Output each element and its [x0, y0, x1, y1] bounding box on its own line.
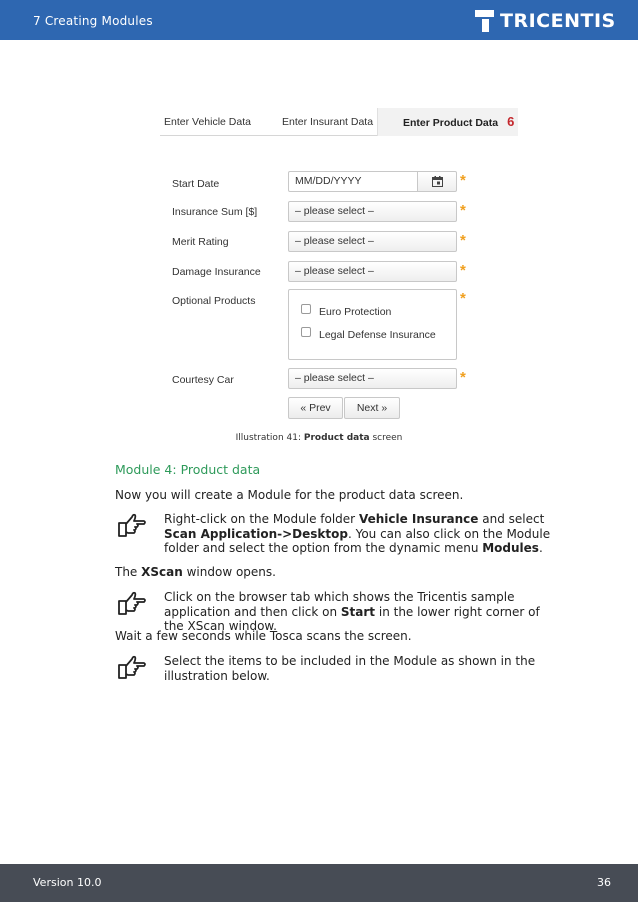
step-text — [164, 512, 554, 556]
caption-bold: Product data — [303, 433, 370, 443]
start-date-label: Start Date — [172, 178, 220, 190]
tab-label: Enter Product Data — [403, 117, 499, 129]
step-text-part: . You can also click on the Module folder and select the option from the dynamic menu — [164, 526, 551, 555]
step-text-part: . — [538, 541, 543, 555]
step-text-part: and select — [478, 512, 545, 526]
section-heading: Module 4: Product data — [115, 462, 261, 477]
optional-products-box — [288, 289, 457, 360]
next-button[interactable]: Next » — [344, 397, 400, 419]
prev-button[interactable]: « Prev — [288, 397, 343, 419]
tab-enter-insurant-data[interactable]: Enter Insurant Data — [282, 116, 374, 128]
step-text-part: Click on the browser tab which shows the Tricentis sample application and then click on — [164, 590, 515, 619]
start-date-placeholder: MM/DD/YYYY — [295, 175, 362, 187]
legal-defense-option[interactable] — [301, 329, 436, 341]
wait-text: Wait a few seconds while Tosca scans the screen. — [115, 629, 412, 643]
tricentis-logo — [475, 9, 616, 33]
tab-enter-vehicle-data[interactable]: Enter Vehicle Data — [164, 116, 251, 128]
caption-suffix: screen — [369, 433, 403, 443]
caption-prefix: Illustration 41: — [235, 433, 304, 443]
xscan-text-part: The — [115, 565, 142, 579]
page-header — [0, 0, 638, 40]
product-data-illustration — [160, 108, 518, 420]
legal-defense-label: Legal Defense Insurance — [319, 329, 436, 341]
start-date-input[interactable] — [288, 171, 418, 192]
required-icon: * — [460, 262, 466, 279]
step-text — [164, 590, 554, 634]
required-icon: * — [460, 202, 466, 219]
pointing-hand-icon — [117, 590, 147, 616]
merit-rating-select[interactable]: – please select – — [288, 231, 457, 252]
merit-rating-label: Merit Rating — [172, 236, 229, 248]
step-bold: Scan Application->Desktop — [164, 526, 348, 541]
xscan-text — [115, 565, 276, 580]
tricentis-logo-icon — [475, 10, 494, 32]
page-number: 36 — [597, 876, 611, 889]
pointing-hand-icon — [117, 512, 147, 538]
step-text: Select the items to be included in the Module as shown in the illustration below. — [164, 654, 536, 683]
xscan-text-part: window opens. — [182, 565, 276, 579]
euro-protection-option[interactable] — [301, 306, 391, 318]
tab-enter-product-data[interactable] — [377, 108, 518, 136]
euro-protection-label: Euro Protection — [319, 306, 392, 318]
legal-defense-checkbox[interactable] — [301, 327, 311, 337]
form-tabs — [160, 108, 518, 136]
insurance-sum-label: Insurance Sum [$] — [172, 206, 258, 218]
required-icon: * — [460, 369, 466, 386]
step-bold: Modules — [482, 541, 539, 555]
damage-insurance-label: Damage Insurance — [172, 266, 261, 278]
tab-step-number: 6 — [507, 114, 515, 129]
pointing-hand-icon — [117, 654, 147, 680]
intro-text: Now you will create a Module for the product data screen. — [115, 488, 464, 502]
insurance-sum-select[interactable]: – please select – — [288, 201, 457, 222]
step-bold: Start — [340, 604, 376, 619]
page-footer — [0, 864, 638, 902]
courtesy-car-select[interactable]: – please select – — [288, 368, 457, 389]
illustration-caption — [0, 433, 638, 443]
required-icon: * — [460, 172, 466, 189]
calendar-button[interactable] — [417, 171, 457, 192]
logo-text: TRICENTIS — [500, 10, 616, 32]
optional-products-label: Optional Products — [172, 295, 256, 307]
step-text-part: in the lower right corner of the XScan window. — [164, 604, 540, 633]
xscan-bold: XScan — [141, 565, 183, 579]
chapter-title: 7 Creating Modules — [33, 14, 153, 28]
step-text-part: Right-click on the Module folder — [164, 512, 359, 526]
calendar-icon — [432, 176, 443, 187]
version-label: Version 10.0 — [33, 876, 102, 889]
damage-insurance-select[interactable]: – please select – — [288, 261, 457, 282]
step-bold: Vehicle Insurance — [358, 512, 479, 526]
courtesy-car-label: Courtesy Car — [172, 374, 234, 386]
required-icon: * — [460, 232, 466, 249]
required-icon: * — [460, 290, 466, 307]
euro-protection-checkbox[interactable] — [301, 304, 311, 314]
